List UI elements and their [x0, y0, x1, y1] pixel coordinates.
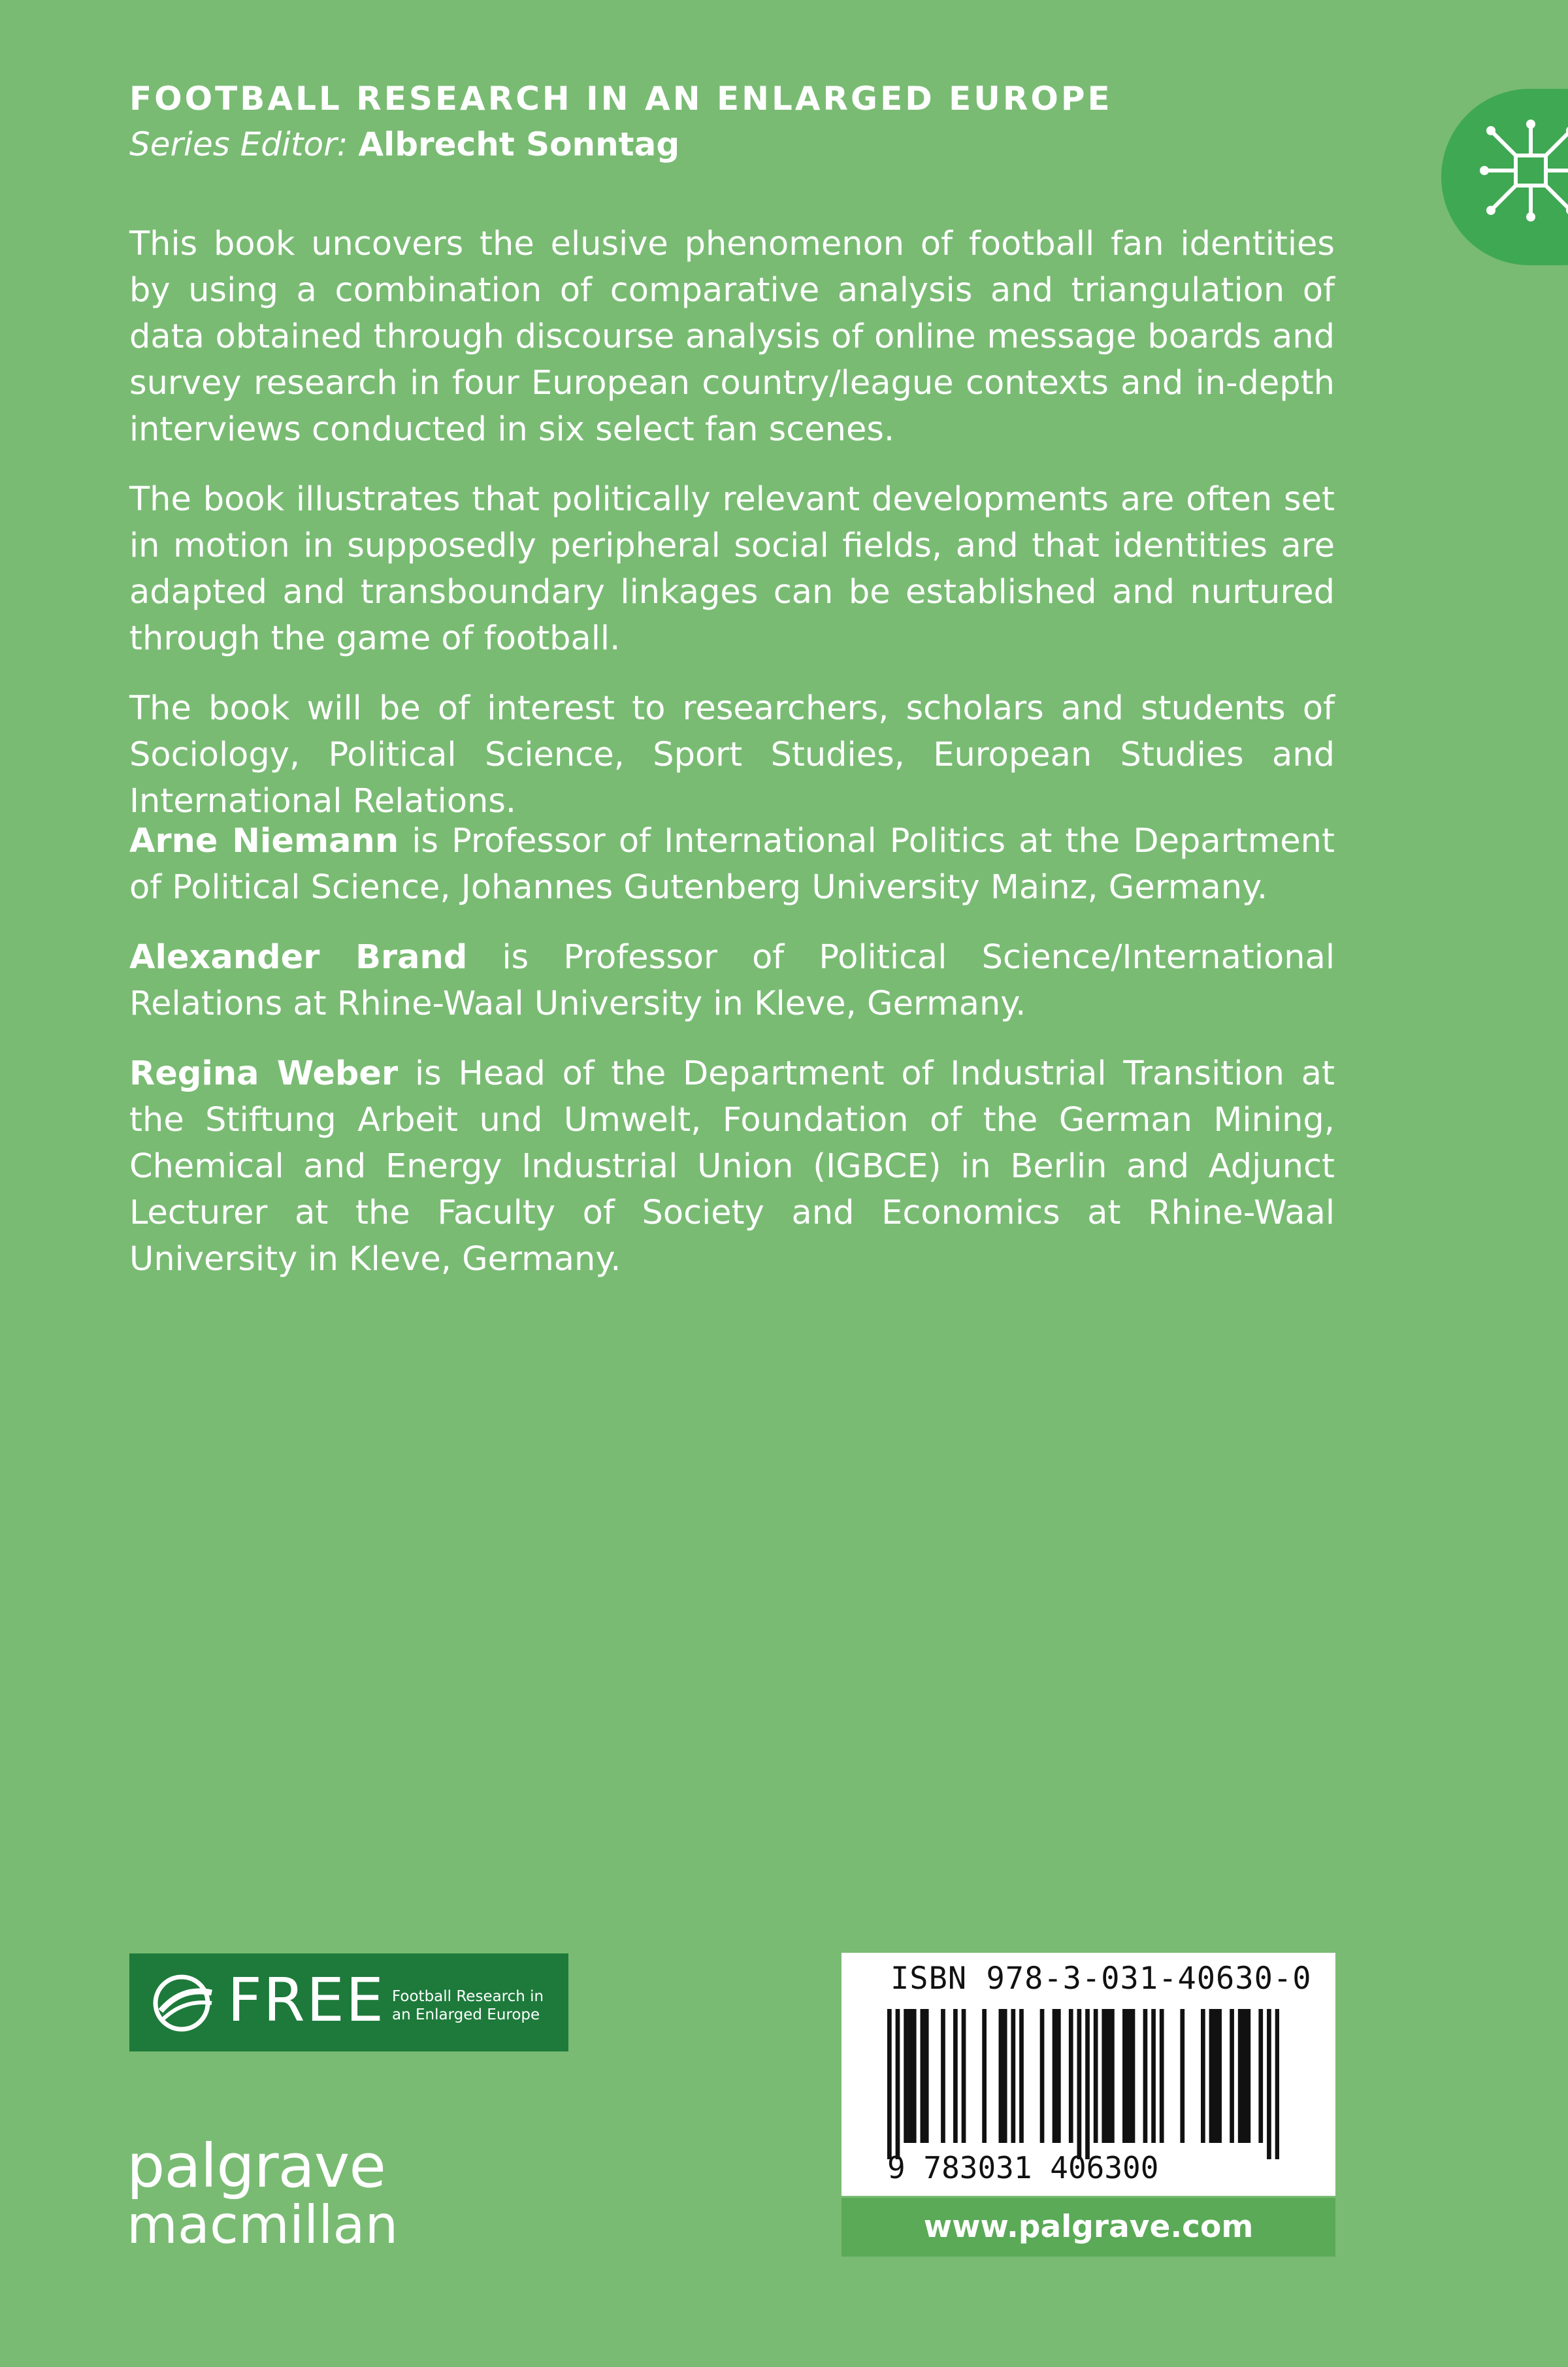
barcode-bar: [1160, 2009, 1164, 2143]
free-logo-subtitle-line: Football Research in: [392, 1988, 544, 2005]
barcode-bar: [953, 2009, 958, 2143]
publisher-url: www.palgrave.com: [841, 2198, 1335, 2257]
author-bio-text: is Head of the Department of Industrial Transition at the Stiftung Arbeit und Umwelt, Foundation of the German Mining, Chemical and Energy Industrial Union (IGBCE) in Berlin and Adjunct Lecturer at the Faculty of Society and Economics at Rhine-Waal University in Kleve, Germany.: [129, 1054, 1335, 1279]
barcode-bar: [1143, 2009, 1148, 2143]
barcode-bar: [1230, 2009, 1234, 2143]
barcode-bar: [1275, 2009, 1279, 2159]
barcode-bar: [1258, 2009, 1263, 2143]
barcode-digits: 9 783031 406300: [887, 2150, 1159, 2185]
author-bio: [129, 1051, 1335, 1282]
barcode-bar: [962, 2009, 966, 2143]
barcode-bar: [1019, 2009, 1024, 2143]
isbn-label: ISBN 978-3-031-40630-0: [890, 1961, 1312, 1997]
series-title: FOOTBALL RESEARCH IN AN ENLARGED EUROPE: [129, 80, 1113, 118]
barcode-bar: [908, 2009, 913, 2143]
barcode-bar: [1053, 2009, 1057, 2143]
author-bio-text: is Professor of Political Science/International Relations at Rhine-Waal University in Kleve, Germany.: [129, 938, 1335, 1023]
palgrave-badge: [1441, 89, 1568, 265]
barcode-bar: [904, 2009, 908, 2143]
barcode-bar: [1085, 2009, 1090, 2159]
free-series-logo: [129, 1953, 568, 2051]
author-bio: [129, 818, 1335, 911]
free-logo-word: FREE: [227, 1965, 385, 2035]
barcode-bar: [1242, 2009, 1247, 2143]
barcode-bar: [941, 2009, 945, 2143]
barcode-bar: [1106, 2009, 1111, 2143]
barcode: [887, 2009, 1279, 2159]
barcode-bar: [982, 2009, 987, 2143]
barcode-bar: [1201, 2009, 1205, 2143]
description-paragraph: This book uncovers the elusive phenomenon of football fan identities by using a combination of comparative analysis and triangulation of data obtained through discourse analysis of online message boards and survey research in four European country/league contexts and in-depth interviews conducted in six select fan scenes.: [129, 225, 1335, 449]
barcode-bar: [1131, 2009, 1135, 2143]
author-bios: [129, 818, 1335, 1306]
barcode-bar: [1011, 2009, 1015, 2143]
barcode-bar: [1069, 2009, 1073, 2143]
series-editor-label: Series Editor:: [129, 125, 348, 163]
barcode-bar: [999, 2009, 1004, 2143]
author-bio: [129, 934, 1335, 1027]
publisher-name-line: palgrave: [127, 2131, 385, 2201]
author-name: Regina Weber: [129, 1054, 399, 1093]
free-logo-subtitle: [392, 1987, 555, 2024]
series-editor-name: Albrecht Sonntag: [358, 125, 680, 163]
barcode-bar: [1180, 2009, 1184, 2143]
barcode-bar: [1267, 2009, 1271, 2159]
barcode-bar: [896, 2009, 900, 2159]
publisher-logo: [127, 2131, 399, 2255]
author-name: Alexander Brand: [129, 938, 468, 977]
isbn-barcode-box: [841, 1953, 1335, 2196]
barcode-bar: [1246, 2009, 1250, 2143]
publisher-name-line: macmillan: [127, 2195, 399, 2255]
barcode-bar: [1213, 2009, 1218, 2143]
barcode-bar: [1238, 2009, 1243, 2143]
barcode-bar: [1151, 2009, 1156, 2143]
barcode-bar: [1126, 2009, 1131, 2143]
barcode-bar: [921, 2009, 925, 2143]
barcode-bar: [924, 2009, 929, 2143]
barcode-bar: [1056, 2009, 1061, 2143]
free-logo-subtitle-line: an Enlarged Europe: [392, 2006, 540, 2023]
description-paragraph: The book will be of interest to researchers, scholars and students of Sociology, Political Science, Sport Studies, European Studies and International Relations.: [129, 689, 1335, 821]
description-paragraph: The book illustrates that politically relevant developments are often set in motion in supposedly peripheral social fields, and that identities are adapted and transboundary linkages can be established and nurtured through the game of football.: [129, 480, 1335, 658]
barcode-bar: [1217, 2009, 1222, 2143]
book-description: [129, 221, 1335, 848]
barcode-bar: [887, 2009, 892, 2159]
author-bio-text: is Professor of International Politics at the Department of Political Science, Johannes Gutenberg University Mainz, Germany.: [129, 822, 1335, 907]
barcode-bar: [1003, 2009, 1007, 2143]
barcode-bar: [1094, 2009, 1098, 2143]
palgrave-network-icon: [1475, 115, 1568, 226]
barcode-bar: [1209, 2009, 1214, 2143]
barcode-bar: [1077, 2009, 1082, 2159]
author-name: Arne Niemann: [129, 822, 399, 860]
barcode-bar: [1040, 2009, 1045, 2143]
barcode-bar: [1110, 2009, 1115, 2143]
football-swoosh-icon: [152, 1973, 214, 2033]
series-editor: [129, 125, 679, 163]
barcode-bar: [912, 2009, 917, 2143]
barcode-bar: [1122, 2009, 1127, 2143]
barcode-bar: [1102, 2009, 1106, 2143]
